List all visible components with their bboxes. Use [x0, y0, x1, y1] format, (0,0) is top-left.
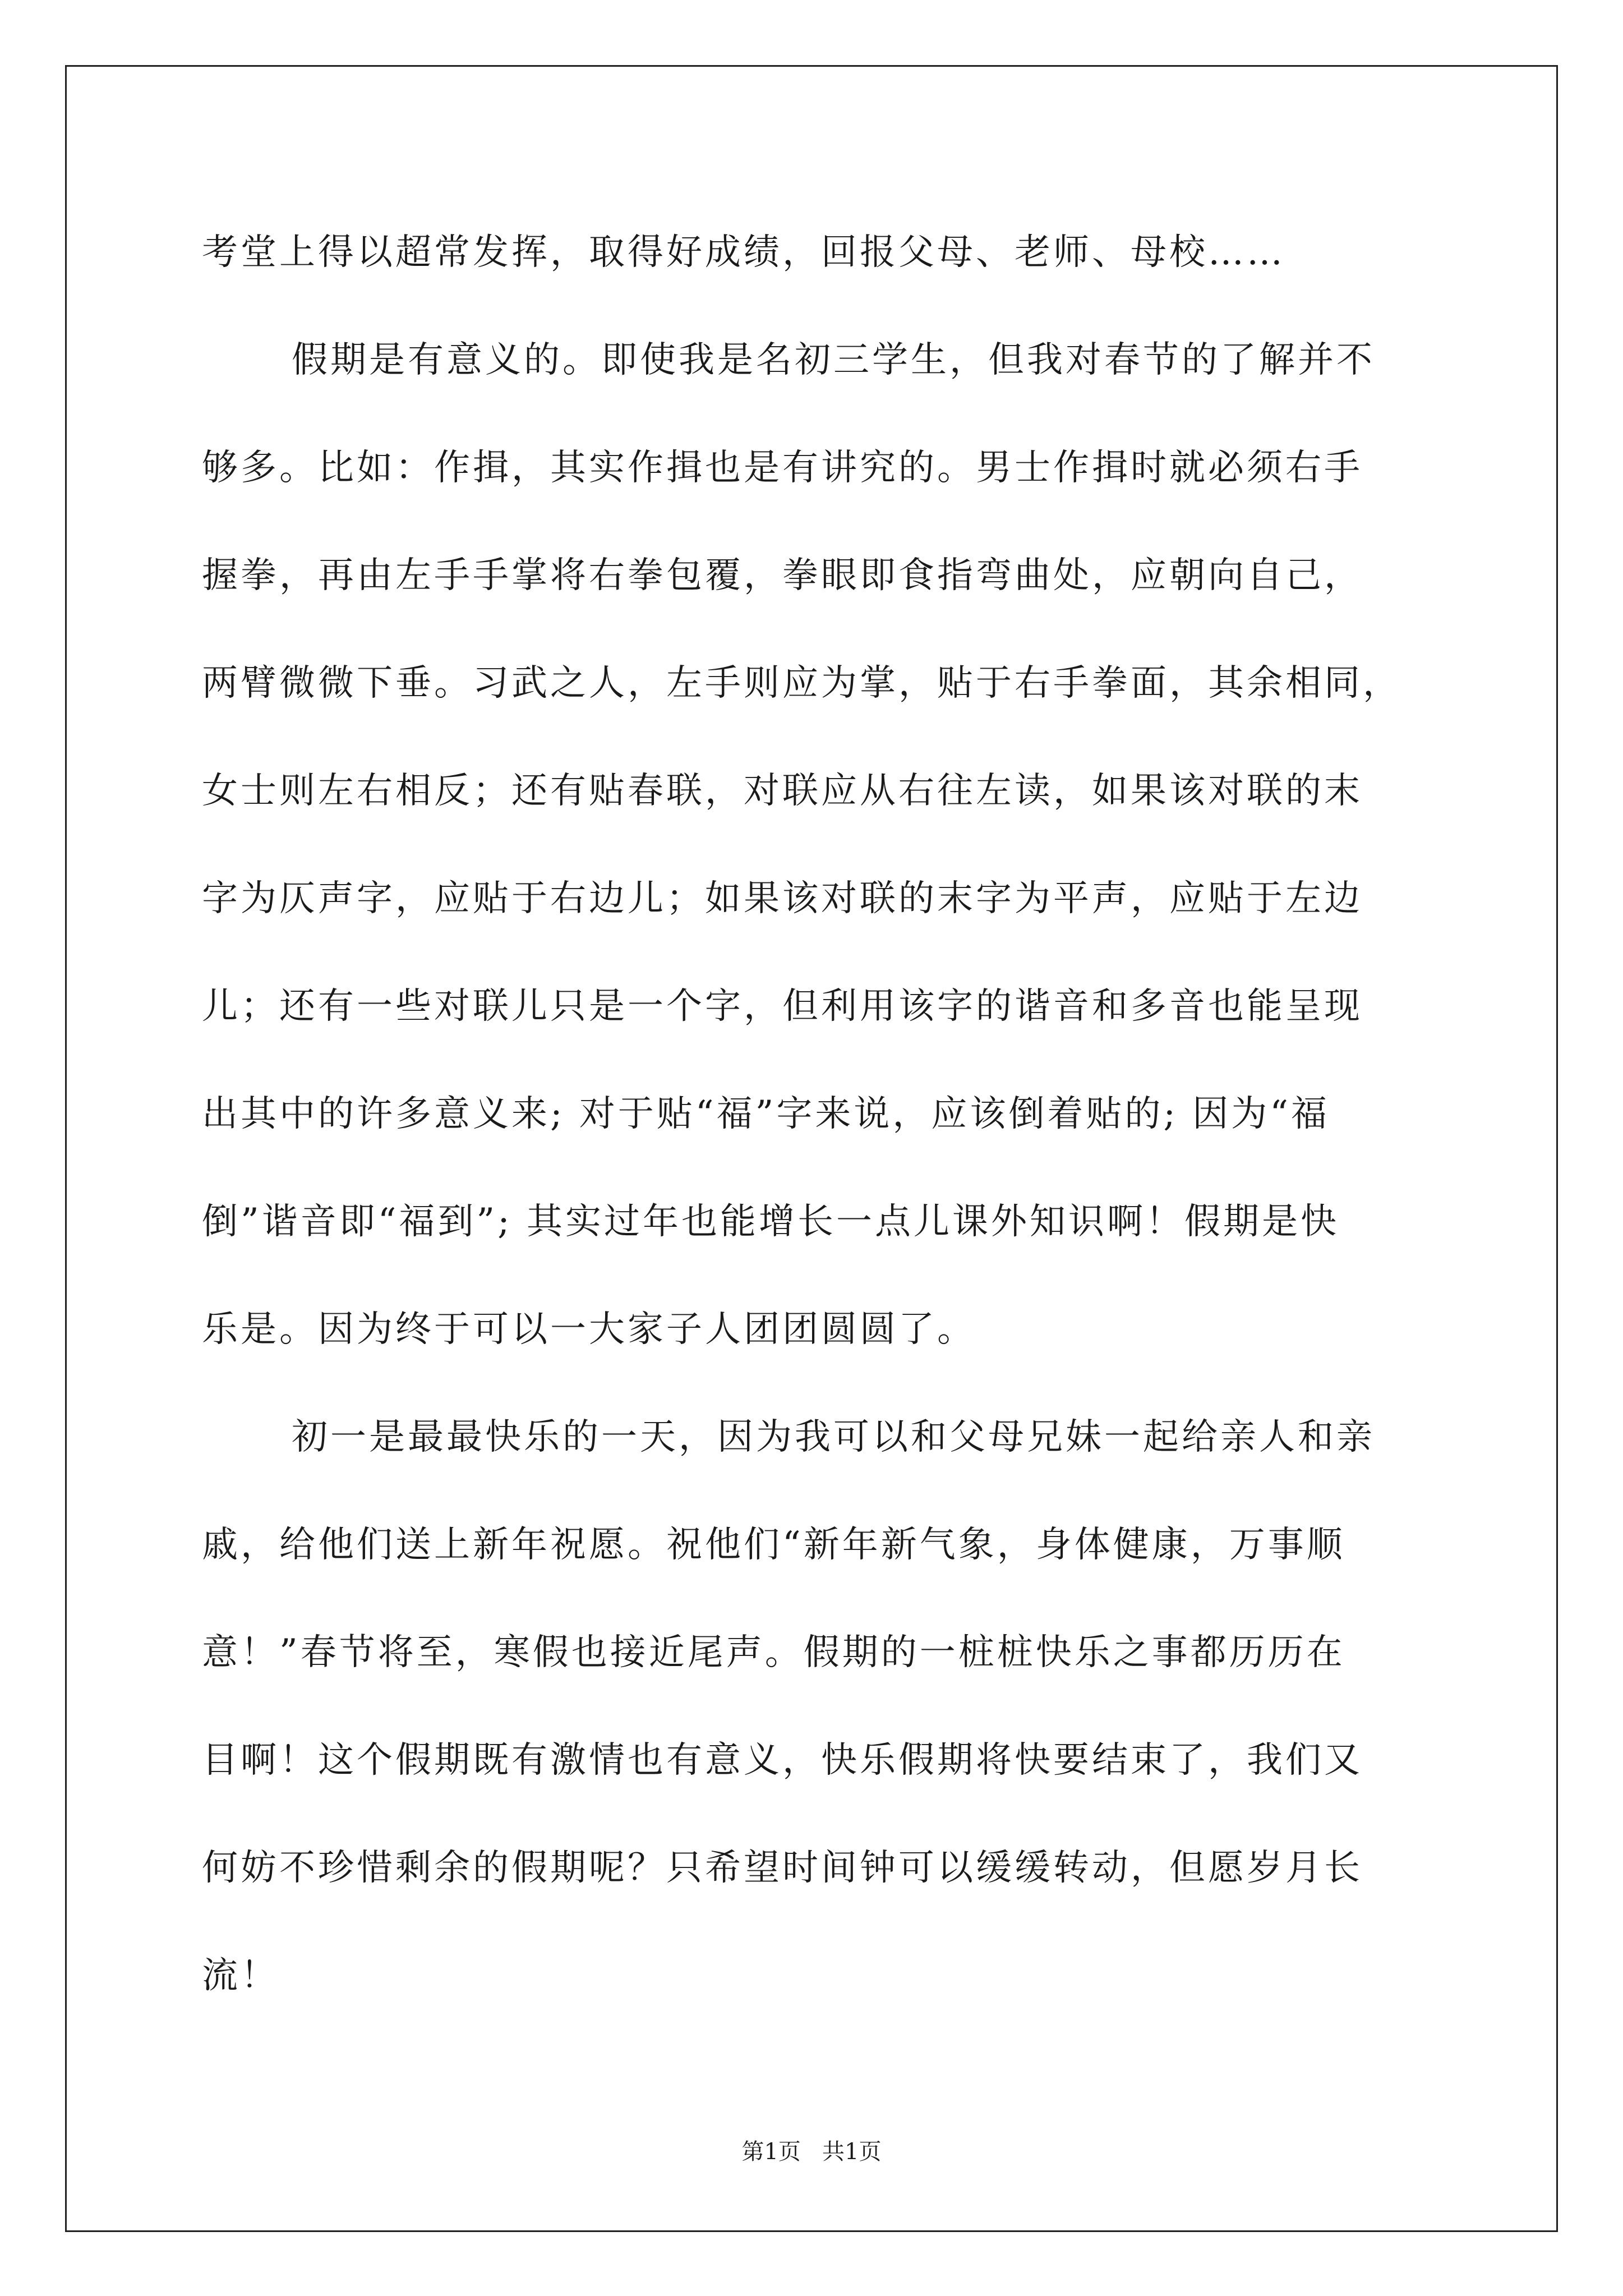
- text-line: 考堂上得以超常发挥，取得好成绩，回报父母、老师、母校……: [202, 232, 1285, 273]
- text-line: 儿；还有一些对联儿只是一个字，但利用该字的谐音和多音也能呈现: [202, 986, 1363, 1027]
- text-line: 流！: [202, 1955, 279, 1996]
- page-border: [65, 65, 1558, 2232]
- text-line: 字为仄声字，应贴于右边儿；如果该对联的末字为平声，应贴于左边: [202, 878, 1363, 919]
- text-line: 意！”春节将至，寒假也接近尾声。假期的一桩桩快乐之事都历历在: [202, 1632, 1345, 1673]
- text-line: 出其中的许多意义来; 对于贴“福”字来说，应该倒着贴的; 因为“福: [202, 1093, 1330, 1135]
- text-line: 够多。比如：作揖，其实作揖也是有讲究的。男士作揖时就必须右手: [202, 447, 1363, 489]
- text-line: 倒”谐音即“福到”; 其实过年也能增长一点儿课外知识啊！假期是快: [202, 1201, 1340, 1243]
- text-line: 握拳，再由左手手掌将右拳包覆，拳眼即食指弯曲处，应朝向自己，: [202, 555, 1363, 596]
- text-line: 两臂微微下垂。习武之人，左手则应为掌，贴于右手拳面，其余相同，: [202, 662, 1401, 704]
- text-line: 何妨不珍惜剩余的假期呢？只希望时间钟可以缓缓转动，但愿岁月长: [202, 1847, 1363, 1889]
- text-line: 女士则左右相反；还有贴春联，对联应从右往左读，如果该对联的末: [202, 770, 1363, 812]
- text-line: 目啊！这个假期既有激情也有意义，快乐假期将快要结束了，我们又: [202, 1740, 1363, 1781]
- text-line: 戚，给他们送上新年祝愿。祝他们“新年新气象，身体健康，万事顺: [202, 1524, 1345, 1566]
- text-line: 乐是。因为终于可以一大家子人团团圆圆了。: [202, 1309, 976, 1350]
- page-number-footer: 第1页 共1页: [741, 2139, 882, 2165]
- paragraph-first-line: 假期是有意义的。即使我是名初三学生，但我对春节的了解并不: [292, 339, 1375, 381]
- paragraph-first-line: 初一是最最快乐的一天，因为我可以和父母兄妹一起给亲人和亲: [292, 1416, 1375, 1458]
